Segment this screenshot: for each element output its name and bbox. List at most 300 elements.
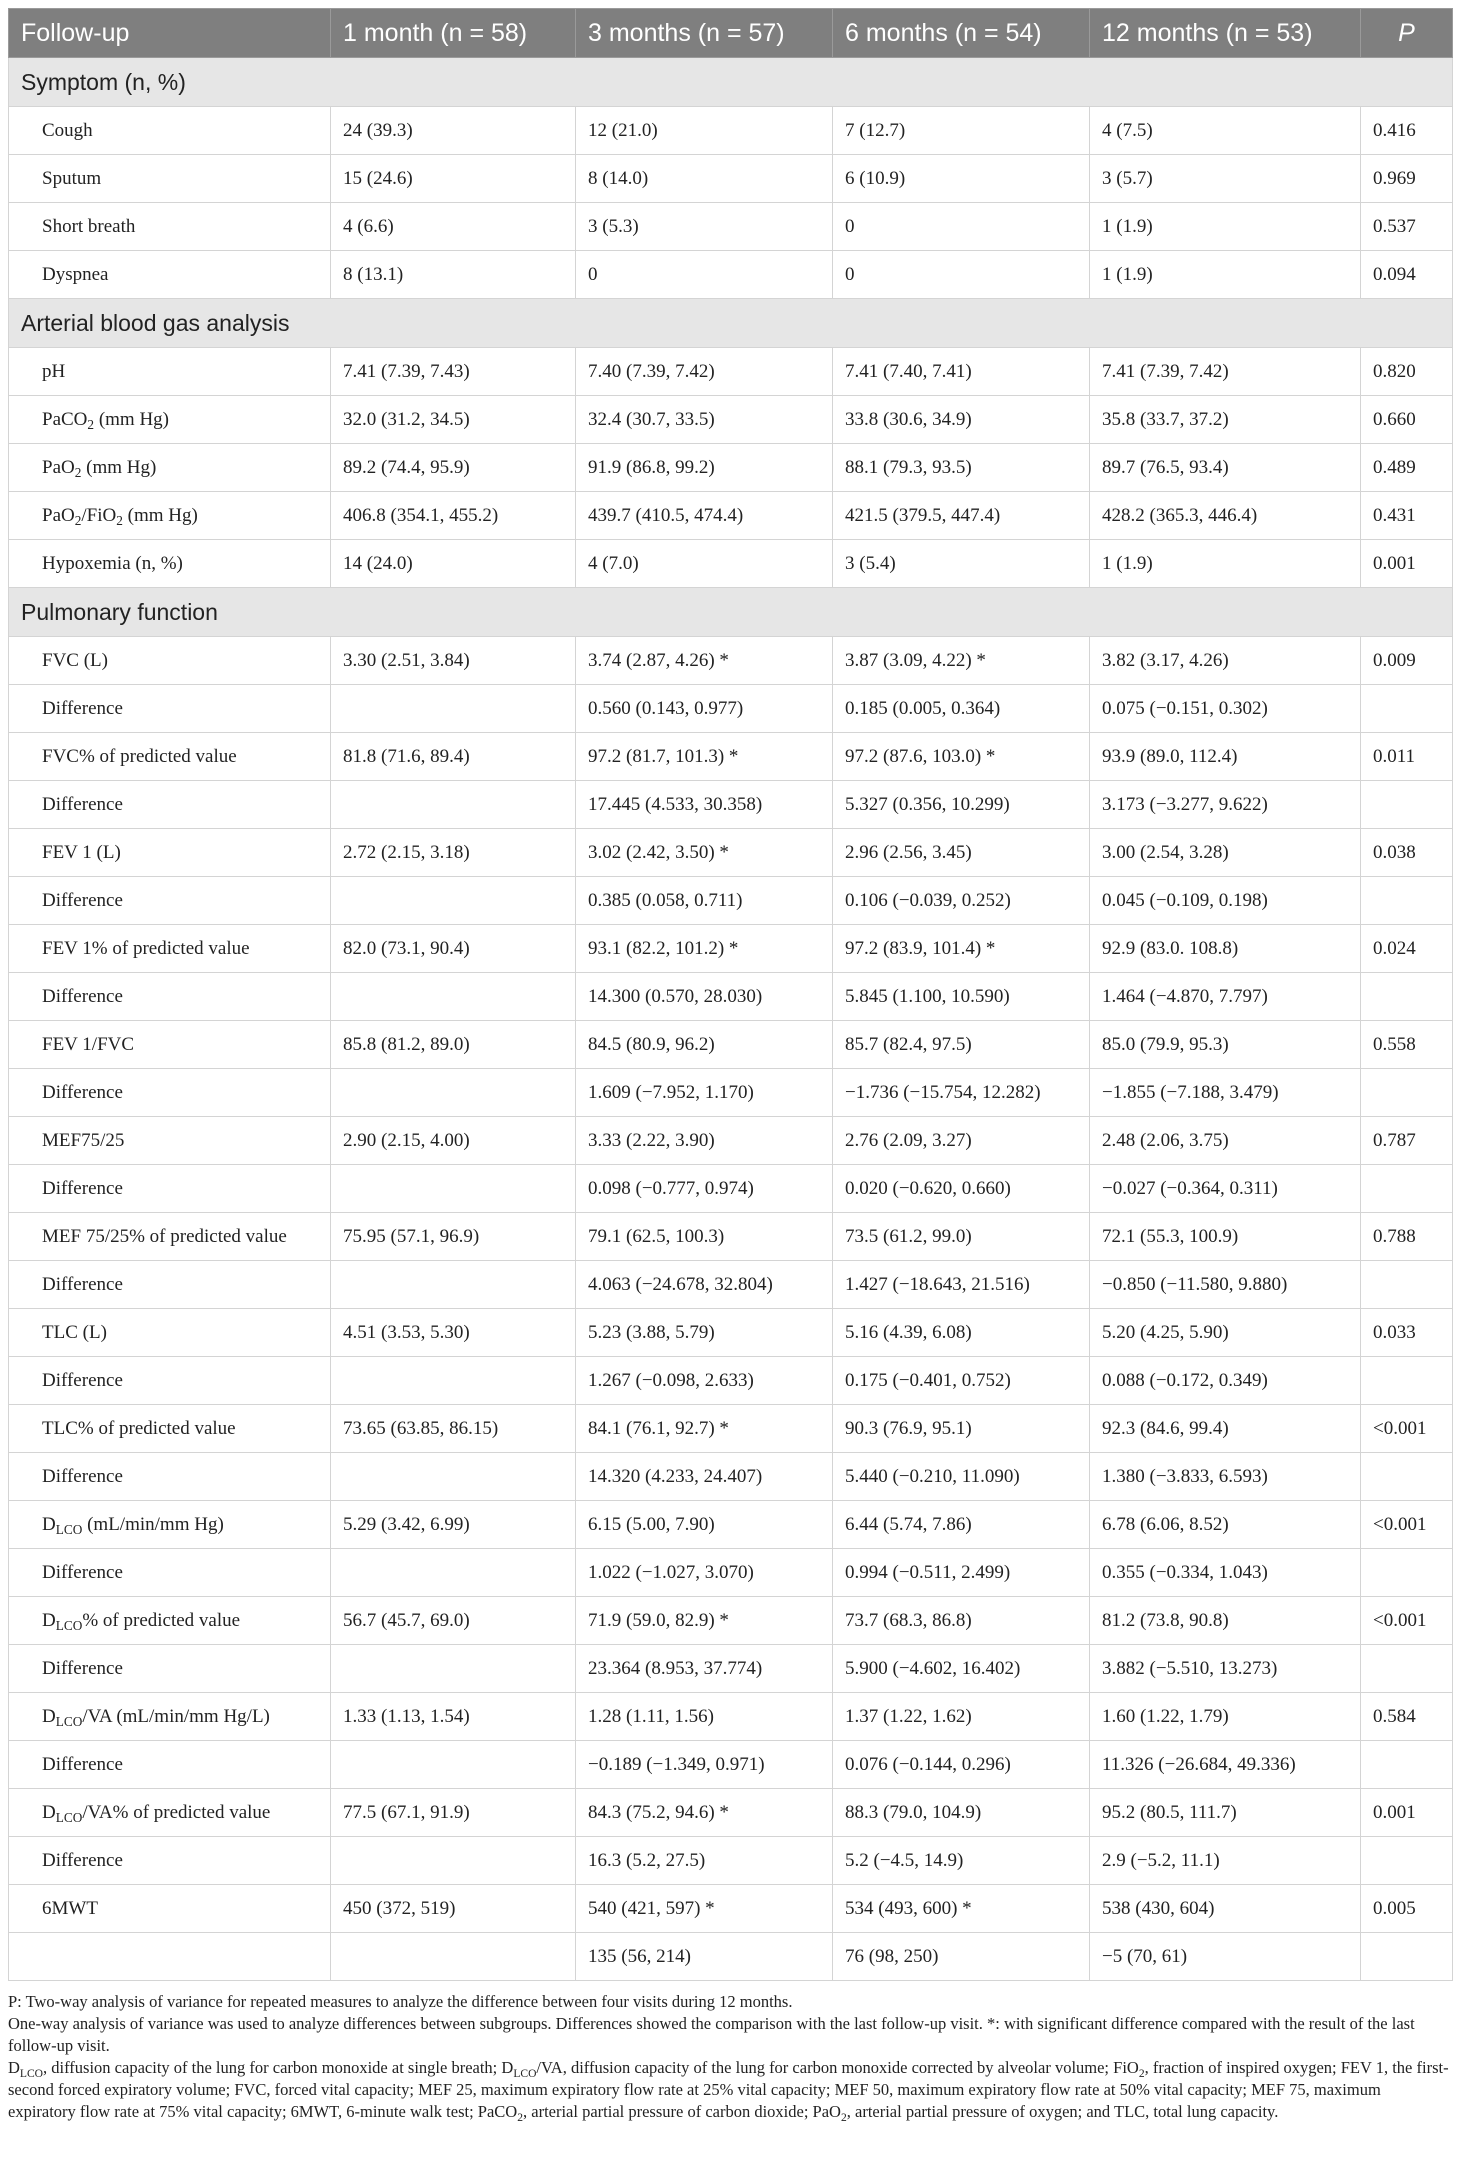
table-row xyxy=(9,155,1453,203)
table-row xyxy=(9,1357,1453,1405)
cell-value: 3.00 (2.54, 3.28) xyxy=(1090,829,1361,877)
cell-p-value xyxy=(1361,1165,1453,1213)
cell-p-value: 0.431 xyxy=(1361,492,1453,540)
cell-value: 24 (39.3) xyxy=(331,107,576,155)
cell-value: 2.76 (2.09, 3.27) xyxy=(833,1117,1090,1165)
abbr-subscript: 2 xyxy=(517,2112,523,2124)
cell-p-value: <0.001 xyxy=(1361,1501,1453,1549)
table-row xyxy=(9,973,1453,1021)
header-12-months: 12 months (n = 53) xyxy=(1090,9,1361,58)
cell-value: 77.5 (67.1, 91.9) xyxy=(331,1789,576,1837)
label-text: D xyxy=(42,1513,56,1535)
label-text: (mm Hg) xyxy=(94,408,169,430)
cell-value: 0.020 (−0.620, 0.660) xyxy=(833,1165,1090,1213)
cell-value: 1 (1.9) xyxy=(1090,203,1361,251)
abbr-subscript: LCO xyxy=(19,2068,44,2080)
table-row xyxy=(9,1933,1453,1981)
cell-value: 135 (56, 214) xyxy=(576,1933,833,1981)
label-text: PaO xyxy=(42,504,75,526)
table-row xyxy=(9,1549,1453,1597)
cell-p-value xyxy=(1361,877,1453,925)
label-text: (mm Hg) xyxy=(122,504,198,526)
cell-value: 1.609 (−7.952, 1.170) xyxy=(576,1069,833,1117)
cell-p-value xyxy=(1361,781,1453,829)
table-row xyxy=(9,877,1453,925)
cell-value: 0.175 (−0.401, 0.752) xyxy=(833,1357,1090,1405)
label-text: /FiO xyxy=(81,504,117,526)
cell-p-value: 0.001 xyxy=(1361,1789,1453,1837)
cell-value: 97.2 (87.6, 103.0) * xyxy=(833,733,1090,781)
cell-value: 8 (13.1) xyxy=(331,251,576,299)
row-label: FEV 1 (L) xyxy=(9,829,331,877)
table-row xyxy=(9,396,1453,444)
cell-value: 7.40 (7.39, 7.42) xyxy=(576,348,833,396)
cell-value xyxy=(331,973,576,1021)
label-text: PaO xyxy=(42,456,75,478)
cell-value xyxy=(331,1645,576,1693)
row-label: Difference xyxy=(9,1741,331,1789)
cell-value: 0 xyxy=(833,203,1090,251)
abbr-text: D xyxy=(8,2058,20,2077)
label-subscript: 2 xyxy=(87,416,95,432)
cell-value: 81.2 (73.8, 90.8) xyxy=(1090,1597,1361,1645)
table-row xyxy=(9,637,1453,685)
cell-value: −5 (70, 61) xyxy=(1090,1933,1361,1981)
cell-value: 97.2 (83.9, 101.4) * xyxy=(833,925,1090,973)
abbr-text: , arterial partial pressure of carbon dioxide; PaO xyxy=(523,2102,841,2121)
header-row xyxy=(9,9,1453,58)
header-follow-up: Follow-up xyxy=(9,9,331,58)
cell-value: 14.320 (4.233, 24.407) xyxy=(576,1453,833,1501)
row-label: Difference xyxy=(9,1549,331,1597)
cell-value: 8 (14.0) xyxy=(576,155,833,203)
cell-value: 73.65 (63.85, 86.15) xyxy=(331,1405,576,1453)
cell-value: 4 (7.5) xyxy=(1090,107,1361,155)
footnote-oneway: One-way analysis of variance was used to analyze differences between subgroups. Differences showed the comparison with the last follow-up visit. *: with significant difference compared with the result of the last follow-up visit. xyxy=(8,2014,1415,2055)
cell-p-value: <0.001 xyxy=(1361,1597,1453,1645)
cell-value xyxy=(331,1165,576,1213)
cell-p-value: 0.009 xyxy=(1361,637,1453,685)
cell-value: 2.90 (2.15, 4.00) xyxy=(331,1117,576,1165)
row-label xyxy=(9,1597,331,1645)
cell-value: 84.3 (75.2, 94.6) * xyxy=(576,1789,833,1837)
cell-value: 0.076 (−0.144, 0.296) xyxy=(833,1741,1090,1789)
cell-value: 92.3 (84.6, 99.4) xyxy=(1090,1405,1361,1453)
cell-value: 12 (21.0) xyxy=(576,107,833,155)
section-title: Pulmonary function xyxy=(9,588,1453,637)
cell-value xyxy=(331,1741,576,1789)
table-row xyxy=(9,685,1453,733)
cell-value: 5.23 (3.88, 5.79) xyxy=(576,1309,833,1357)
table-row xyxy=(9,251,1453,299)
cell-value: 84.5 (80.9, 96.2) xyxy=(576,1021,833,1069)
row-label: Difference xyxy=(9,1165,331,1213)
table-row xyxy=(9,1069,1453,1117)
cell-value: 16.3 (5.2, 27.5) xyxy=(576,1837,833,1885)
row-label: Difference xyxy=(9,877,331,925)
cell-p-value: 0.001 xyxy=(1361,540,1453,588)
row-label xyxy=(9,1501,331,1549)
cell-value: 1.267 (−0.098, 2.633) xyxy=(576,1357,833,1405)
label-subscript: LCO xyxy=(55,1809,83,1825)
cell-p-value xyxy=(1361,1741,1453,1789)
cell-value: 4.51 (3.53, 5.30) xyxy=(331,1309,576,1357)
table-row xyxy=(9,1405,1453,1453)
cell-value: 89.7 (76.5, 93.4) xyxy=(1090,444,1361,492)
footnote-p: P: Two-way analysis of variance for repeated measures to analyze the difference between four visits during 12 months. xyxy=(8,1992,793,2011)
label-subscript: 2 xyxy=(74,512,82,528)
cell-value: 88.1 (79.3, 93.5) xyxy=(833,444,1090,492)
abbr-text: , diffusion capacity of the lung for carbon monoxide at single breath; D xyxy=(43,2058,514,2077)
cell-value: 7.41 (7.40, 7.41) xyxy=(833,348,1090,396)
row-label: Difference xyxy=(9,1645,331,1693)
table-row xyxy=(9,1117,1453,1165)
cell-value: 1.380 (−3.833, 6.593) xyxy=(1090,1453,1361,1501)
label-subscript: LCO xyxy=(55,1617,83,1633)
cell-p-value: 0.788 xyxy=(1361,1213,1453,1261)
abbr-text: , fraction of inspired oxygen; FEV 1, the first-second forced expiratory volume; FVC, forced vital capacity; MEF 25, maximum expiratory flow rate at 25% vital capacity; MEF 50, maximum expiratory flow rate at 50% vital capacity; MEF 75, maximum expiratory flow rate at 75% vital capacity; 6MWT, 6-minute walk test; PaCO xyxy=(8,2058,1449,2121)
row-label xyxy=(9,492,331,540)
cell-value: 85.0 (79.9, 95.3) xyxy=(1090,1021,1361,1069)
cell-value: 85.8 (81.2, 89.0) xyxy=(331,1021,576,1069)
cell-value: 0.075 (−0.151, 0.302) xyxy=(1090,685,1361,733)
cell-value: 75.95 (57.1, 96.9) xyxy=(331,1213,576,1261)
table-body xyxy=(9,58,1453,1981)
label-subscript: 2 xyxy=(116,512,123,528)
cell-p-value xyxy=(1361,685,1453,733)
cell-value: 17.445 (4.533, 30.358) xyxy=(576,781,833,829)
cell-value: 2.72 (2.15, 3.18) xyxy=(331,829,576,877)
section-title: Symptom (n, %) xyxy=(9,58,1453,107)
table-row xyxy=(9,1837,1453,1885)
row-label xyxy=(9,396,331,444)
table-footnotes xyxy=(8,1991,1452,2123)
cell-value: 6.78 (6.06, 8.52) xyxy=(1090,1501,1361,1549)
cell-value: 1.464 (−4.870, 7.797) xyxy=(1090,973,1361,1021)
cell-value: 5.29 (3.42, 6.99) xyxy=(331,1501,576,1549)
section-title: Arterial blood gas analysis xyxy=(9,299,1453,348)
cell-value: 6.15 (5.00, 7.90) xyxy=(576,1501,833,1549)
table-row xyxy=(9,1261,1453,1309)
label-text: D xyxy=(42,1801,56,1823)
cell-value: 73.7 (68.3, 86.8) xyxy=(833,1597,1090,1645)
cell-value: −0.027 (−0.364, 0.311) xyxy=(1090,1165,1361,1213)
label-text: D xyxy=(42,1609,56,1631)
row-label: Cough xyxy=(9,107,331,155)
row-label: Hypoxemia (n, %) xyxy=(9,540,331,588)
cell-value: 0.185 (0.005, 0.364) xyxy=(833,685,1090,733)
cell-value: 7 (12.7) xyxy=(833,107,1090,155)
cell-value: 1.427 (−18.643, 21.516) xyxy=(833,1261,1090,1309)
cell-value: 73.5 (61.2, 99.0) xyxy=(833,1213,1090,1261)
table-row xyxy=(9,1165,1453,1213)
cell-value xyxy=(331,877,576,925)
cell-value: 82.0 (73.1, 90.4) xyxy=(331,925,576,973)
cell-value: 0.385 (0.058, 0.711) xyxy=(576,877,833,925)
cell-value: 1 (1.9) xyxy=(1090,251,1361,299)
table-row xyxy=(9,829,1453,877)
cell-value: 97.2 (81.7, 101.3) * xyxy=(576,733,833,781)
cell-value: 3.30 (2.51, 3.84) xyxy=(331,637,576,685)
cell-value: 0.098 (−0.777, 0.974) xyxy=(576,1165,833,1213)
cell-p-value: 0.489 xyxy=(1361,444,1453,492)
row-label: Difference xyxy=(9,1453,331,1501)
cell-value: 15 (24.6) xyxy=(331,155,576,203)
cell-value: 93.1 (82.2, 101.2) * xyxy=(576,925,833,973)
cell-value: 14 (24.0) xyxy=(331,540,576,588)
cell-value: −0.850 (−11.580, 9.880) xyxy=(1090,1261,1361,1309)
cell-value: 0.045 (−0.109, 0.198) xyxy=(1090,877,1361,925)
abbr-text: /VA, diffusion capacity of the lung for carbon monoxide corrected by alveolar volume; FiO xyxy=(536,2058,1139,2077)
cell-value: 4.063 (−24.678, 32.804) xyxy=(576,1261,833,1309)
abbr-subscript: 2 xyxy=(1138,2068,1145,2080)
cell-value: 93.9 (89.0, 112.4) xyxy=(1090,733,1361,781)
cell-value xyxy=(331,1453,576,1501)
cell-value: 92.9 (83.0. 108.8) xyxy=(1090,925,1361,973)
row-label: MEF75/25 xyxy=(9,1117,331,1165)
table-row xyxy=(9,203,1453,251)
cell-value: 56.7 (45.7, 69.0) xyxy=(331,1597,576,1645)
cell-value: −0.189 (−1.349, 0.971) xyxy=(576,1741,833,1789)
cell-value: 14.300 (0.570, 28.030) xyxy=(576,973,833,1021)
row-label: Difference xyxy=(9,1261,331,1309)
table-row xyxy=(9,540,1453,588)
row-label: FEV 1% of predicted value xyxy=(9,925,331,973)
cell-p-value xyxy=(1361,973,1453,1021)
table-row xyxy=(9,781,1453,829)
cell-value: 2.48 (2.06, 3.75) xyxy=(1090,1117,1361,1165)
cell-value: 5.327 (0.356, 10.299) xyxy=(833,781,1090,829)
cell-value: 32.0 (31.2, 34.5) xyxy=(331,396,576,444)
table-row xyxy=(9,1885,1453,1933)
row-label xyxy=(9,1693,331,1741)
section-row xyxy=(9,58,1453,107)
cell-value xyxy=(331,1837,576,1885)
row-label: TLC% of predicted value xyxy=(9,1405,331,1453)
table-row xyxy=(9,1021,1453,1069)
cell-value: −1.736 (−15.754, 12.282) xyxy=(833,1069,1090,1117)
table-row xyxy=(9,1693,1453,1741)
row-label: Difference xyxy=(9,1069,331,1117)
row-label xyxy=(9,444,331,492)
cell-p-value xyxy=(1361,1645,1453,1693)
cell-value: 1.37 (1.22, 1.62) xyxy=(833,1693,1090,1741)
cell-value: 6 (10.9) xyxy=(833,155,1090,203)
cell-value xyxy=(331,685,576,733)
table-row xyxy=(9,1741,1453,1789)
cell-p-value xyxy=(1361,1453,1453,1501)
row-label: MEF 75/25% of predicted value xyxy=(9,1213,331,1261)
cell-value: 3 (5.3) xyxy=(576,203,833,251)
cell-value: 3.87 (3.09, 4.22) * xyxy=(833,637,1090,685)
cell-value: 5.845 (1.100, 10.590) xyxy=(833,973,1090,1021)
cell-p-value: <0.001 xyxy=(1361,1405,1453,1453)
cell-p-value xyxy=(1361,1261,1453,1309)
header-6-months: 6 months (n = 54) xyxy=(833,9,1090,58)
cell-value: 6.44 (5.74, 7.86) xyxy=(833,1501,1090,1549)
table-header xyxy=(9,9,1453,58)
table-row xyxy=(9,492,1453,540)
cell-value: 0.106 (−0.039, 0.252) xyxy=(833,877,1090,925)
row-label: Difference xyxy=(9,685,331,733)
label-subscript: LCO xyxy=(55,1521,83,1537)
cell-p-value xyxy=(1361,1933,1453,1981)
cell-p-value xyxy=(1361,1837,1453,1885)
row-label: pH xyxy=(9,348,331,396)
table-row xyxy=(9,1453,1453,1501)
cell-value: 79.1 (62.5, 100.3) xyxy=(576,1213,833,1261)
cell-value: 3.33 (2.22, 3.90) xyxy=(576,1117,833,1165)
cell-value: 439.7 (410.5, 474.4) xyxy=(576,492,833,540)
abbr-subscript: 2 xyxy=(840,2112,847,2124)
label-subscript: 2 xyxy=(74,464,82,480)
label-text: PaCO xyxy=(42,408,88,430)
cell-p-value xyxy=(1361,1549,1453,1597)
cell-value: 428.2 (365.3, 446.4) xyxy=(1090,492,1361,540)
cell-value: 76 (98, 250) xyxy=(833,1933,1090,1981)
cell-value: 3.173 (−3.277, 9.622) xyxy=(1090,781,1361,829)
table-row xyxy=(9,1597,1453,1645)
abbr-text: , arterial partial pressure of oxygen; and TLC, total lung capacity. xyxy=(846,2102,1279,2121)
row-label: Dyspnea xyxy=(9,251,331,299)
cell-value: 3.882 (−5.510, 13.273) xyxy=(1090,1645,1361,1693)
cell-value: 2.9 (−5.2, 11.1) xyxy=(1090,1837,1361,1885)
header-p: P xyxy=(1361,9,1453,58)
cell-p-value: 0.787 xyxy=(1361,1117,1453,1165)
table-figure xyxy=(8,8,1452,2123)
label-subscript: LCO xyxy=(55,1713,83,1729)
header-1-month: 1 month (n = 58) xyxy=(331,9,576,58)
row-label: FEV 1/FVC xyxy=(9,1021,331,1069)
cell-value: 33.8 (30.6, 34.9) xyxy=(833,396,1090,444)
cell-value: 90.3 (76.9, 95.1) xyxy=(833,1405,1090,1453)
cell-p-value: 0.033 xyxy=(1361,1309,1453,1357)
abbr-subscript: LCO xyxy=(513,2068,537,2080)
table-row xyxy=(9,444,1453,492)
cell-value xyxy=(331,1357,576,1405)
cell-p-value: 0.537 xyxy=(1361,203,1453,251)
cell-value: 1 (1.9) xyxy=(1090,540,1361,588)
cell-value: 3 (5.7) xyxy=(1090,155,1361,203)
cell-value: 5.16 (4.39, 6.08) xyxy=(833,1309,1090,1357)
table-row xyxy=(9,1213,1453,1261)
cell-value: 0 xyxy=(576,251,833,299)
cell-value xyxy=(331,1069,576,1117)
cell-value: 5.20 (4.25, 5.90) xyxy=(1090,1309,1361,1357)
cell-value: −1.855 (−7.188, 3.479) xyxy=(1090,1069,1361,1117)
cell-p-value: 0.024 xyxy=(1361,925,1453,973)
cell-p-value: 0.038 xyxy=(1361,829,1453,877)
cell-p-value: 0.820 xyxy=(1361,348,1453,396)
cell-value: 1.33 (1.13, 1.54) xyxy=(331,1693,576,1741)
cell-value: 81.8 (71.6, 89.4) xyxy=(331,733,576,781)
cell-value: 3.82 (3.17, 4.26) xyxy=(1090,637,1361,685)
cell-p-value: 0.005 xyxy=(1361,1885,1453,1933)
table-row xyxy=(9,348,1453,396)
cell-value: 35.8 (33.7, 37.2) xyxy=(1090,396,1361,444)
cell-p-value: 0.416 xyxy=(1361,107,1453,155)
cell-p-value: 0.011 xyxy=(1361,733,1453,781)
cell-value: 91.9 (86.8, 99.2) xyxy=(576,444,833,492)
cell-value: 3 (5.4) xyxy=(833,540,1090,588)
label-text: /VA% of predicted value xyxy=(82,1801,271,1823)
header-3-months: 3 months (n = 57) xyxy=(576,9,833,58)
cell-value: 3.74 (2.87, 4.26) * xyxy=(576,637,833,685)
cell-value: 450 (372, 519) xyxy=(331,1885,576,1933)
row-label: TLC (L) xyxy=(9,1309,331,1357)
cell-value: 0 xyxy=(833,251,1090,299)
row-label: Short breath xyxy=(9,203,331,251)
cell-value: 1.022 (−1.027, 3.070) xyxy=(576,1549,833,1597)
cell-value: 1.28 (1.11, 1.56) xyxy=(576,1693,833,1741)
cell-p-value: 0.558 xyxy=(1361,1021,1453,1069)
row-label: FVC (L) xyxy=(9,637,331,685)
footnote-abbreviations xyxy=(8,2057,1452,2123)
cell-value xyxy=(331,1549,576,1597)
table-row xyxy=(9,1501,1453,1549)
row-label xyxy=(9,1933,331,1981)
label-text: (mL/min/mm Hg) xyxy=(82,1513,224,1535)
cell-p-value xyxy=(1361,1069,1453,1117)
cell-value: 88.3 (79.0, 104.9) xyxy=(833,1789,1090,1837)
cell-p-value xyxy=(1361,1357,1453,1405)
cell-value: 11.326 (−26.684, 49.336) xyxy=(1090,1741,1361,1789)
row-label: Difference xyxy=(9,781,331,829)
section-row xyxy=(9,588,1453,637)
cell-p-value: 0.969 xyxy=(1361,155,1453,203)
cell-value: 540 (421, 597) * xyxy=(576,1885,833,1933)
cell-p-value: 0.584 xyxy=(1361,1693,1453,1741)
cell-value: 89.2 (74.4, 95.9) xyxy=(331,444,576,492)
cell-value: 2.96 (2.56, 3.45) xyxy=(833,829,1090,877)
table-row xyxy=(9,1645,1453,1693)
cell-value: 85.7 (82.4, 97.5) xyxy=(833,1021,1090,1069)
cell-value xyxy=(331,781,576,829)
cell-value: 72.1 (55.3, 100.9) xyxy=(1090,1213,1361,1261)
cell-value: 23.364 (8.953, 37.774) xyxy=(576,1645,833,1693)
row-label: Difference xyxy=(9,1357,331,1405)
table-row xyxy=(9,1789,1453,1837)
cell-value: 406.8 (354.1, 455.2) xyxy=(331,492,576,540)
table-row xyxy=(9,107,1453,155)
label-text: % of predicted value xyxy=(82,1609,241,1631)
cell-value: 0.088 (−0.172, 0.349) xyxy=(1090,1357,1361,1405)
cell-value: 0.994 (−0.511, 2.499) xyxy=(833,1549,1090,1597)
follow-up-table xyxy=(8,8,1453,1981)
cell-value: 4 (6.6) xyxy=(331,203,576,251)
label-text: D xyxy=(42,1705,56,1727)
row-label: 6MWT xyxy=(9,1885,331,1933)
row-label xyxy=(9,1789,331,1837)
label-text: (mm Hg) xyxy=(81,456,157,478)
table-row xyxy=(9,1309,1453,1357)
cell-value: 538 (430, 604) xyxy=(1090,1885,1361,1933)
cell-value: 0.560 (0.143, 0.977) xyxy=(576,685,833,733)
section-row xyxy=(9,299,1453,348)
row-label: Difference xyxy=(9,1837,331,1885)
label-text: /VA (mL/min/mm Hg/L) xyxy=(82,1705,270,1727)
table-row xyxy=(9,733,1453,781)
row-label: FVC% of predicted value xyxy=(9,733,331,781)
cell-value: 3.02 (2.42, 3.50) * xyxy=(576,829,833,877)
cell-value: 1.60 (1.22, 1.79) xyxy=(1090,1693,1361,1741)
cell-value: 5.900 (−4.602, 16.402) xyxy=(833,1645,1090,1693)
cell-value: 5.440 (−0.210, 11.090) xyxy=(833,1453,1090,1501)
cell-value: 32.4 (30.7, 33.5) xyxy=(576,396,833,444)
cell-p-value: 0.094 xyxy=(1361,251,1453,299)
cell-value: 534 (493, 600) * xyxy=(833,1885,1090,1933)
cell-value xyxy=(331,1933,576,1981)
